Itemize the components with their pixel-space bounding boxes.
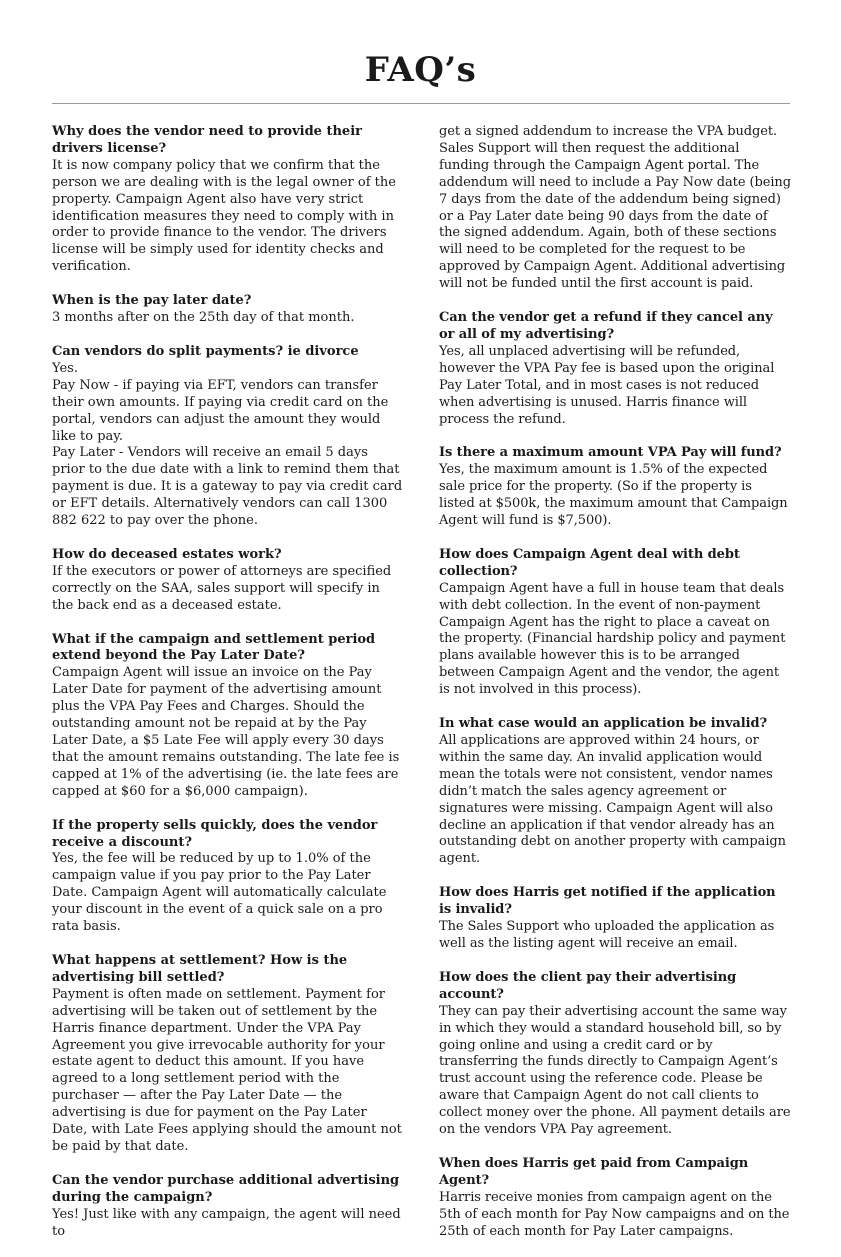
faq-answer: The Sales Support who uploaded the application as well as the listing agent will receive an email.: [439, 919, 775, 951]
faq-answer: Campaign Agent have a full in house team that deals with debt collection. In the event of non-payment Campaign Agent has the right to place a caveat on the property. (Financial hardship policy and payment plans available however this is to be arranged between Campaign Agent and the vendor, the agent is not involved in this process).: [439, 580, 786, 698]
faq-answer: Yes! Just like with any campaign, the agent will need to: [52, 1206, 401, 1239]
faq-item: [52, 547, 404, 615]
faq-question: Can the vendor get a refund if they cancel any or all of my advertising?: [439, 310, 773, 342]
faq-question: Why does the vendor need to provide their drivers license?: [52, 124, 362, 156]
faq-item: [52, 953, 404, 1156]
faq-item: [439, 716, 791, 868]
faq-answer: Yes, the maximum amount is 1.5% of the expected sale price for the property. (So if the property is listed at $500k, the maximum amount that Campaign Agent will fund is $7,500).: [439, 462, 788, 529]
faq-question: How does Harris get notified if the application is invalid?: [439, 885, 776, 918]
faq-item: [52, 124, 404, 276]
faq-question: What happens at settlement? How is the advertising bill settled?: [52, 952, 348, 985]
faq-answer: They can pay their advertising account the same way in which they would a standard household bill, so by going online and using a credit card or by transferring the funds directly to Campaign Agent’s trust account using the reference code. Please be aware that Campaign Agent do not call clients to collect money over the phone. All payment details are on the vendors VPA Pay agreement.: [439, 1003, 791, 1138]
faq-question: If the property sells quickly, does the vendor receive a discount?: [52, 817, 378, 850]
faq-question: What if the campaign and settlement period extend beyond the Pay Later Date?: [52, 631, 376, 664]
faq-item: [439, 124, 791, 293]
faq-answer: Harris receive monies from campaign agent on the 5th of each month for Pay Now campaigns and on the 25th of each month for Pay Later campaigns.: [439, 1189, 790, 1239]
faq-answer: Yes, the fee will be reduced by up to 1.0% of the campaign value if you pay prior to the Pay Later Date. Campaign Agent will automatically calculate your discount in the event of a quick sale on a pro rata basis.: [52, 851, 387, 935]
faq-item: [439, 547, 791, 699]
faq-item: [52, 344, 404, 530]
faq-answer: Payment is often made on settlement. Payment for advertising will be taken out of settlement by the Harris finance department. Under the VPA Pay Agreement you give irrevocable authority for your estate agent to deduct this amount. If you have agreed to a long settlement period with the purchaser — after the Pay Later Date — the advertising is due for payment on the Pay Later Date, with Late Fees applying should the amount not be paid by that date.: [52, 986, 402, 1154]
faq-column-right: [439, 124, 791, 1257]
faq-item: [439, 445, 791, 530]
faq-question: In what case would an application be invalid?: [439, 716, 768, 732]
faq-column-left: [52, 124, 404, 1257]
faq-question: Can vendors do split payments? ie divorce: [52, 343, 359, 359]
faq-question: How does the client pay their advertising account?: [439, 969, 737, 1002]
faq-question: Is there a maximum amount VPA Pay will fund?: [439, 445, 782, 461]
faq-answer: 3 months after on the 25th day of that month.: [52, 310, 355, 326]
faq-answer: Campaign Agent will issue an invoice on the Pay Later Date for payment of the advertising amount plus the VPA Pay Fees and Charges. Should the outstanding amount not be repaid at by the Pay Later Date, a $5 Late Fee will apply every 30 days that the amount remains outstanding. The late fee is capped at 1% of the advertising (ie. the late fees are capped at $60 for a $6,000 campaign).: [52, 665, 400, 799]
faq-answer: Pay Later - Vendors will receive an email 5 days prior to the due date with a link to remind them that payment is due. It is a gateway to pay via credit card or EFT details. Alternatively vendors can call 1300 882 622 to pay over the phone.: [52, 445, 403, 529]
faq-item: [439, 970, 791, 1139]
faq-question: Can the vendor purchase additional advertising during the campaign?: [52, 1172, 400, 1205]
faq-answer: Pay Now - if paying via EFT, vendors can transfer their own amounts. If paying via credit card on the portal, vendors can adjust the amount they would like to pay.: [52, 377, 389, 444]
faq-answer: Yes, all unplaced advertising will be refunded, however the VPA Pay fee is based upon the original Pay Later Total, and in most cases is not reduced when advertising is unused. Harris finance will process the refund.: [439, 343, 775, 427]
faq-answer: If the executors or power of attorneys are specified correctly on the SAA, sales support will specify in the back end as a deceased estate.: [52, 563, 392, 613]
faq-answer-continued: get a signed addendum to increase the VPA budget. Sales Support will then request the additional funding through the Campaign Agent portal. The addendum will need to include a Pay Now date (being 7 days from the date of the addendum being signed) or a Pay Later date being 90 days from the date of the signed addendum. Again, both of these sections will need to be completed for the request to be approved by Campaign Agent. Additional advertising will not be funded until the first account is paid.: [439, 124, 791, 292]
faq-question: When does Harris get paid from Campaign Agent?: [439, 1155, 749, 1188]
faq-question: How does Campaign Agent deal with debt collection?: [439, 546, 740, 579]
page-title: FAQ’s: [364, 50, 477, 90]
faq-item: [439, 1156, 791, 1241]
faq-item: [439, 310, 791, 428]
title-divider: [52, 103, 790, 104]
faq-answer: It is now company policy that we confirm that the person we are dealing with is the legal owner of the property. Campaign Agent also have very strict identification measures they need to comply with in order to provide finance to the vendor. The drivers license will be simply used for identity checks and verification.: [52, 157, 396, 275]
faq-item: [52, 818, 404, 936]
faq-question: How do deceased estates work?: [52, 546, 282, 562]
faq-item: [52, 1173, 404, 1241]
faq-answer: Yes.: [52, 360, 78, 376]
faq-answer: All applications are approved within 24 hours, or within the same day. An invalid application would mean the totals were not consistent, vendor names didn’t match the sales agency agreement or signatures were missing. Campaign Agent will also decline an application if that vendor already has an outstanding debt on another property with campaign agent.: [439, 733, 786, 867]
faq-item: [52, 293, 404, 327]
faq-item: [439, 885, 791, 953]
faq-item: [52, 632, 404, 801]
faq-question: When is the pay later date?: [52, 293, 252, 309]
